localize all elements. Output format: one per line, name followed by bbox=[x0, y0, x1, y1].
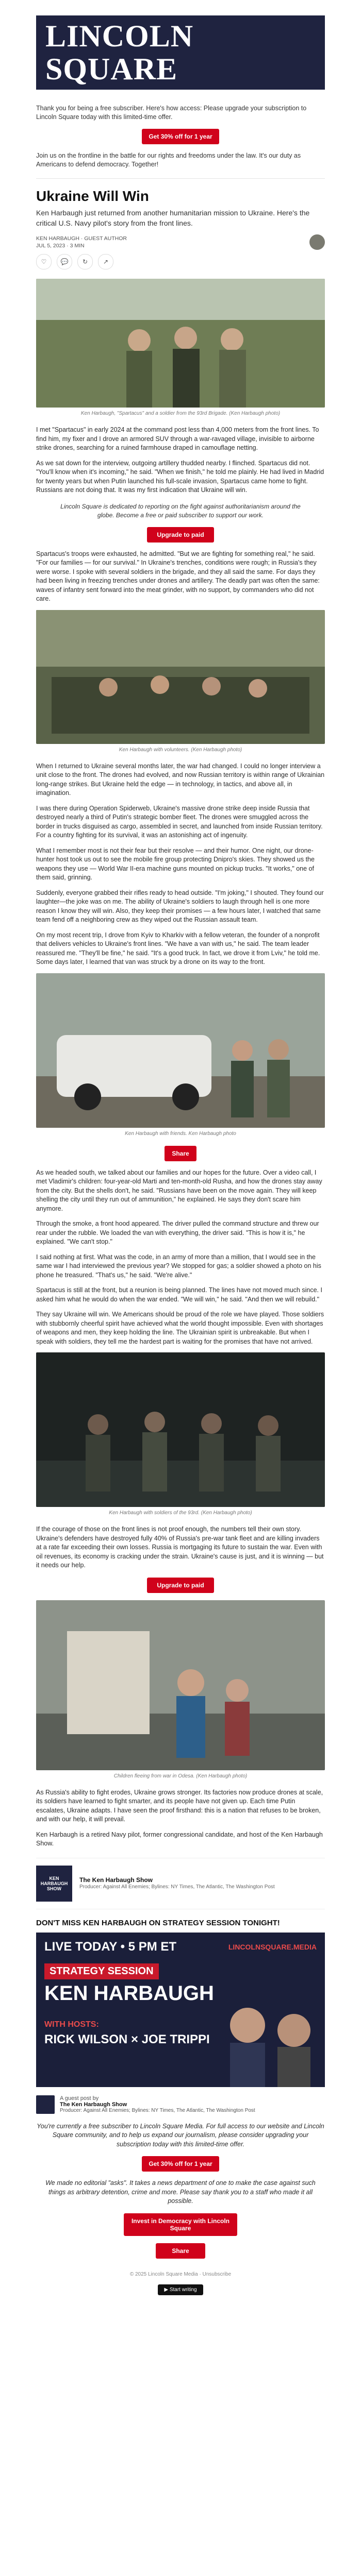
promo-hosts-label: WITH HOSTS: bbox=[44, 2020, 99, 2029]
intro-text-2: Join us on the frontline in the battle for our rights and freedoms under the law. It's our duty as Americans to defend democracy. Together! bbox=[36, 152, 301, 168]
promo-hosts: RICK WILSON × JOE TRIPPI bbox=[44, 2032, 210, 2046]
guest-label: A guest post by bbox=[60, 2095, 99, 2102]
body-paragraph: As we sat down for the interview, outgoing artillery thudded nearby. I flinched. Spartacus did not. "You'll know when it's incoming," he said. "When we finish," he told me plainly. He had lived in Madrid for twenty years but when Putin launched his full-scale invasion, Spartacus came home to fight. Russians are not doing that. It was my first indication that Ukraine will win. bbox=[36, 459, 324, 494]
promo-banner[interactable] bbox=[36, 1933, 325, 2087]
body-paragraph: Suddenly, everyone grabbed their rifles ready to head outside. "I'm joking," I shouted. They found our laughter—the joke was on me. The ability of Ukraine's soldiers to laugh through hell is one more reason I know they will win. Also, they keep their promises — a few hours later, I watched that same team fend off a neighboring crew as they wiped out the Russian assault team. bbox=[36, 889, 324, 923]
body-paragraph: As Russia's ability to fight erodes, Ukraine grows stronger. Its factories now produce drones at scale, its soldiers have learned to fight smarter, and its people have not given up. Each time Putin escalates, Ukraine adapts. I have seen the proof firsthand: this is a nation that refuses to be broken, and with our help, it will prevail. bbox=[36, 1788, 323, 1823]
discount-cta-button[interactable]: Get 30% off for 1 year bbox=[142, 2156, 219, 2172]
footer-text: You're currently a free subscriber to Lincoln Square Media. For full access to our website and Lincoln Square community, and to help us expand our journalism, please consider upgrading your subscription today with this limited-time offer. bbox=[37, 2122, 324, 2148]
discount-cta-button[interactable]: Get 30% off for 1 year bbox=[142, 129, 219, 144]
restack-icon[interactable]: ↻ bbox=[77, 254, 93, 269]
body-paragraph: As we headed south, we talked about our families and our hopes for the future. Over a video call, I met Vladimir's children: four-year-old Marti and ten-month-old Rusha, and how the drones stay away from the city. But the shells don't, he said. "Russians have been on the move again. They will keep shelling the city until they run out of ammunition," he explained. He says they don't scare him anymore. bbox=[36, 1168, 322, 1212]
promo-site: LINCOLNSQUARE.MEDIA bbox=[228, 1942, 317, 1951]
photo-friends[interactable] bbox=[36, 973, 325, 1128]
masthead bbox=[36, 0, 325, 90]
like-icon[interactable]: ♡ bbox=[36, 254, 52, 269]
article-title: Ukraine Will Win bbox=[36, 188, 149, 204]
intro-text: Thank you for being a free subscriber. Here's how access: Please upgrade your subscription to Lincoln Square today with this limited-time offer. bbox=[36, 105, 307, 121]
body-paragraph: They say Ukraine will win. We Americans should be proud of the role we have played. Those soldiers with stubbornly cheerful spirit have achieved what the world thought impossible. Even with shortages of weapons and men, they keep holding the line. The Ukrainian spirit is unbreakable. But when I speak with soldiers, they tell me the hardest part is waiting for the promises that have not arrived. bbox=[36, 1311, 324, 1345]
body-paragraph: I said nothing at first. What was the code, in an army of more than a million, that I would see in the same war I had interviewed the previous year? We stopped for gas; a soldier showed a photo on his phone he treasured. "That's us," he said. "We're alive." bbox=[36, 1253, 321, 1279]
comment-icon[interactable]: 💬 bbox=[57, 254, 72, 269]
photo-children[interactable] bbox=[36, 1600, 325, 1770]
legal-footer: © 2025 Lincoln Square Media · Unsubscribe bbox=[129, 2271, 232, 2277]
guest-desc: Producer: Against All Enemies; Bylines: NY Times, The Atlantic, The Washington Post bbox=[60, 2108, 255, 2113]
photo-volunteers[interactable] bbox=[36, 610, 325, 744]
promo-show: STRATEGY SESSION bbox=[44, 1963, 159, 1979]
subscribe-quote: Lincoln Square is dedicated to reporting on the fight against authoritarianism around the globe. Become a free or paid subscriber to support our work. bbox=[60, 502, 301, 519]
photo-caption: Ken Harbaugh with soldiers of the 93rd. (Ken Harbaugh photo) bbox=[109, 1510, 252, 1516]
photo-ken-with-soldiers[interactable] bbox=[36, 279, 325, 408]
body-paragraph: Through the smoke, a front hood appeared. The driver pulled the command structure and threw our rear under the rubble. We loaded the van with everything, the driver said. "This is how it is," he explained. "We can't stop." bbox=[36, 1220, 319, 1245]
body-paragraph: Ken Harbaugh is a retired Navy pilot, former congressional candidate, and host of the Ken Harbaugh Show. bbox=[36, 1831, 323, 1847]
podcast-title[interactable]: The Ken Harbaugh Show bbox=[79, 1876, 153, 1884]
guest-author-card[interactable] bbox=[36, 2095, 325, 2114]
start-writing-badge[interactable]: ▶ Start writing bbox=[158, 2284, 203, 2295]
body-paragraph: Spartacus is still at the front, but a reunion is being planned. The lines have not moved much since. I asked him what he would do when the war ended. "We will win," he said. "And then we will rebuild." bbox=[36, 1286, 322, 1303]
body-paragraph: Spartacus's troops were exhausted, he admitted. "But we are fighting for something real," he said. "For our families — for our survival." In Ukraine's trenches, conditions were rough; in Russia's they were worse. I spoke with several soldiers in the brigade, and they all said the same. For days they had been living in freezing trenches under drones and artillery. The deadly part was often the same: waves of infantry sent forward into the meat grinder, with no support, by commanders who did not care. bbox=[36, 550, 320, 602]
body-paragraph: I was there during Operation Spiderweb, Ukraine's massive drone strike deep inside Russia that destroyed nearly a third of Putin's strategic bomber fleet. The drones were smuggled across the border in trucks disguised as cargo, assembled in secret, and launched from inside Russian territory. For a country fighting for its survival, it was an astonishing act of ingenuity. bbox=[36, 804, 323, 839]
photo-caption: Ken Harbaugh with volunteers. (Ken Harbaugh photo) bbox=[119, 747, 242, 753]
avatar[interactable] bbox=[309, 234, 325, 250]
guest-thumbnail bbox=[36, 2095, 55, 2114]
share-icon[interactable]: ↗ bbox=[98, 254, 113, 269]
podcast-desc: Producer: Against All Enemies; Bylines: NY Times, The Atlantic, The Washington Post bbox=[79, 1884, 275, 1890]
photo-caption: Ken Harbaugh, "Spartacus" and a soldier from the 93rd Brigade. (Ken Harbaugh photo) bbox=[80, 411, 281, 416]
body-paragraph: If the courage of those on the front lines is not proof enough, the numbers tell their own story. Ukraine's defenders have destroyed fully 40% of Russia's pre-war tank fleet and are killing invaders at a rate far exceeding their own losses. Russia is mortgaging its future to sustain the war. Even with oil revenues, its economy is cracking under the strain. Ukraine's cause is just, and it is winning — but it needs our help. bbox=[36, 1526, 324, 1569]
footer-text: We made no editorial "asks". It takes a news department of one to make the case against such things as arbitrary detention, crime and more. Please say thank you to a staff who made it all possible. bbox=[45, 2179, 316, 2205]
invest-button[interactable]: Invest in Democracy with Lincoln Square bbox=[124, 2213, 237, 2236]
author-name[interactable]: KEN HARBAUGH · GUEST AUTHOR bbox=[36, 235, 127, 242]
body-paragraph: On my most recent trip, I drove from Kyiv to Kharkiv with a fellow veteran, the founder of a nonprofit that delivers vehicles to Ukraine's front lines. "We have a van with us," he said. The team leader reassured me. "They'll be fine," he said. "It's a good truck. In fact, we drove it from Lviv," he told me. Some days later, I learned that van was struck by a drone on its way to the front. bbox=[36, 931, 320, 965]
share-row bbox=[36, 254, 325, 269]
body-paragraph: I met "Spartacus" in early 2024 at the command post less than 4,000 meters from the front lines. To find him, my fixer and I drove an armored SUV through a war-ravaged village, invisible to airborne strike drones, searching for a ruined farmhouse draped in camouflage netting. bbox=[36, 426, 319, 451]
podcast-thumbnail: KEN HARBAUGH SHOW bbox=[36, 1866, 72, 1902]
share-button[interactable]: Share bbox=[165, 1146, 196, 1161]
newsletter bbox=[36, 0, 325, 2295]
podcast-card[interactable] bbox=[36, 1858, 325, 1909]
upgrade-button[interactable]: Upgrade to paid bbox=[147, 1578, 214, 1593]
photo-soldiers-night[interactable] bbox=[36, 1352, 325, 1507]
byline bbox=[36, 234, 325, 250]
publish-date: JUL 5, 2023 · 3 MIN bbox=[36, 243, 85, 249]
promo-guest-name: KEN HARBAUGH bbox=[44, 1981, 214, 2005]
promo-live: LIVE TODAY • 5 PM ET bbox=[44, 1939, 177, 1954]
photo-caption: Children fleeing from war in Odesa. (Ken Harbaugh photo) bbox=[113, 1773, 248, 1779]
share-button[interactable]: Share bbox=[156, 2243, 205, 2259]
article-subtitle: Ken Harbaugh just returned from another humanitarian mission to Ukraine. Here's the critical U.S. Navy pilot's story from the front lines. bbox=[36, 209, 310, 227]
divider bbox=[36, 178, 325, 179]
body-paragraph: What I remember most is not their fear but their resolve — and their humor. One night, our drone-hunter host took us out to see the mobile fire group protecting Dnipro's skies. They showed us the weapons they use — World War II-era machine guns mounted on pickup trucks. "It works," one of them said, grinning. bbox=[36, 846, 315, 881]
guest-name[interactable]: The Ken Harbaugh Show bbox=[60, 2102, 127, 2108]
upgrade-button[interactable]: Upgrade to paid bbox=[147, 527, 214, 543]
promo-heading: DON'T MISS KEN HARBAUGH ON STRATEGY SESSION TONIGHT! bbox=[36, 1918, 280, 1927]
masthead-logo[interactable]: LINCOLN SQUARE bbox=[36, 15, 325, 90]
photo-caption: Ken Harbaugh with friends. Ken Harbaugh photo bbox=[125, 1130, 236, 1137]
body-paragraph: When I returned to Ukraine several months later, the war had changed. I could no longer interview a unit close to the front. The drones had evolved, and now Russian territory is within range of Ukrainian long-range strikes. But Ukraine held the edge — in technology, in tactics, and above all, in imagination. bbox=[36, 762, 325, 796]
